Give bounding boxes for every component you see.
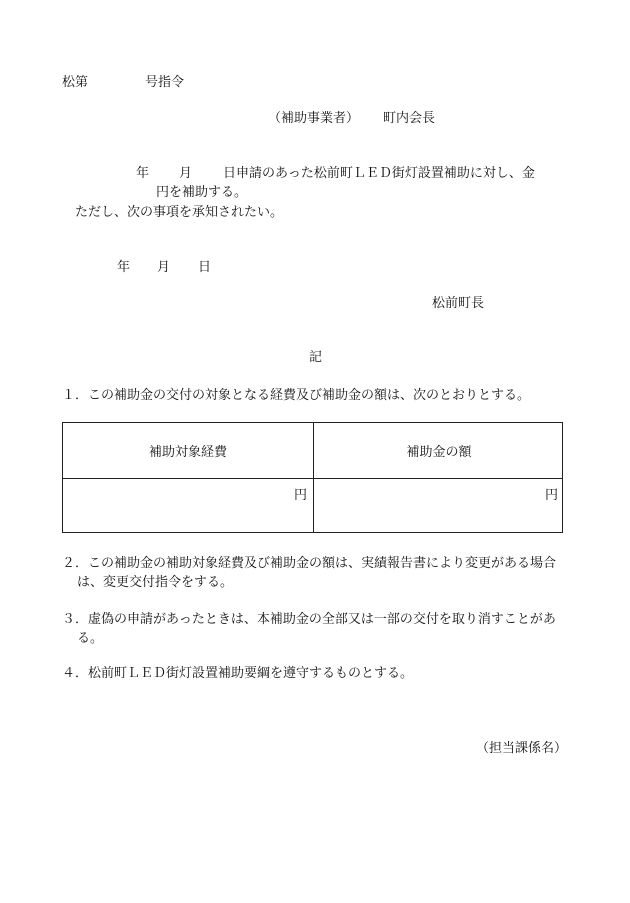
eligible-expense-header: 補助対象経費 — [148, 445, 227, 460]
table-header-cell — [63, 423, 313, 478]
application-date-month: 月 — [179, 166, 193, 181]
item-3-line-2: る。 — [77, 631, 104, 646]
eligible-expense-value-cell — [63, 478, 313, 532]
item-2-line-1: ２．この補助金の補助対象経費及び補助金の額は、実績報告書により変更がある場合 — [62, 556, 557, 571]
department-label: （担当課係名） — [476, 741, 568, 756]
item-1-line-1: １．この補助金の交付の対象となる経費及び補助金の額は、次のとおりとする。 — [62, 388, 531, 403]
issue-date-month: 月 — [157, 260, 171, 275]
recipient-role: （補助事業者） — [268, 111, 360, 126]
item-3-line-1: ３．虚偽の申請があったときは、本補助金の全部又は一部の交付を取り消すことがあ — [62, 612, 556, 627]
issue-date-year: 年 — [117, 260, 131, 275]
eligible-expense-unit: 円 — [293, 488, 307, 503]
doc-number-suffix: 号指令 — [145, 75, 185, 90]
grant-amount-unit: 円 — [544, 488, 558, 503]
doc-number-prefix: 松第 — [62, 75, 89, 90]
application-date-year: 年 — [136, 166, 150, 181]
conditions-text: ただし、次の事項を承知されたい。 — [75, 205, 284, 220]
recipient-name: 町内会長 — [383, 111, 436, 126]
grant-amount-table — [62, 422, 563, 533]
item-4-line-1: ４．松前町ＬＥＤ街灯設置補助要綱を遵守するものとする。 — [62, 666, 414, 681]
grant-amount-text: 円を補助する。 — [156, 185, 248, 200]
item-2-line-2: は、変更交付指令をする。 — [77, 575, 234, 590]
table-header-cell — [314, 423, 564, 478]
grant-amount-header: 補助金の額 — [406, 445, 472, 460]
application-text: 日申請のあった松前町ＬＥＤ街灯設置補助に対し、金 — [223, 166, 535, 181]
ki-heading: 記 — [309, 350, 323, 365]
issuer-title: 松前町長 — [432, 296, 485, 311]
issue-date-day: 日 — [198, 260, 212, 275]
table-column-divider — [313, 423, 314, 532]
grant-amount-value-cell — [314, 478, 564, 532]
